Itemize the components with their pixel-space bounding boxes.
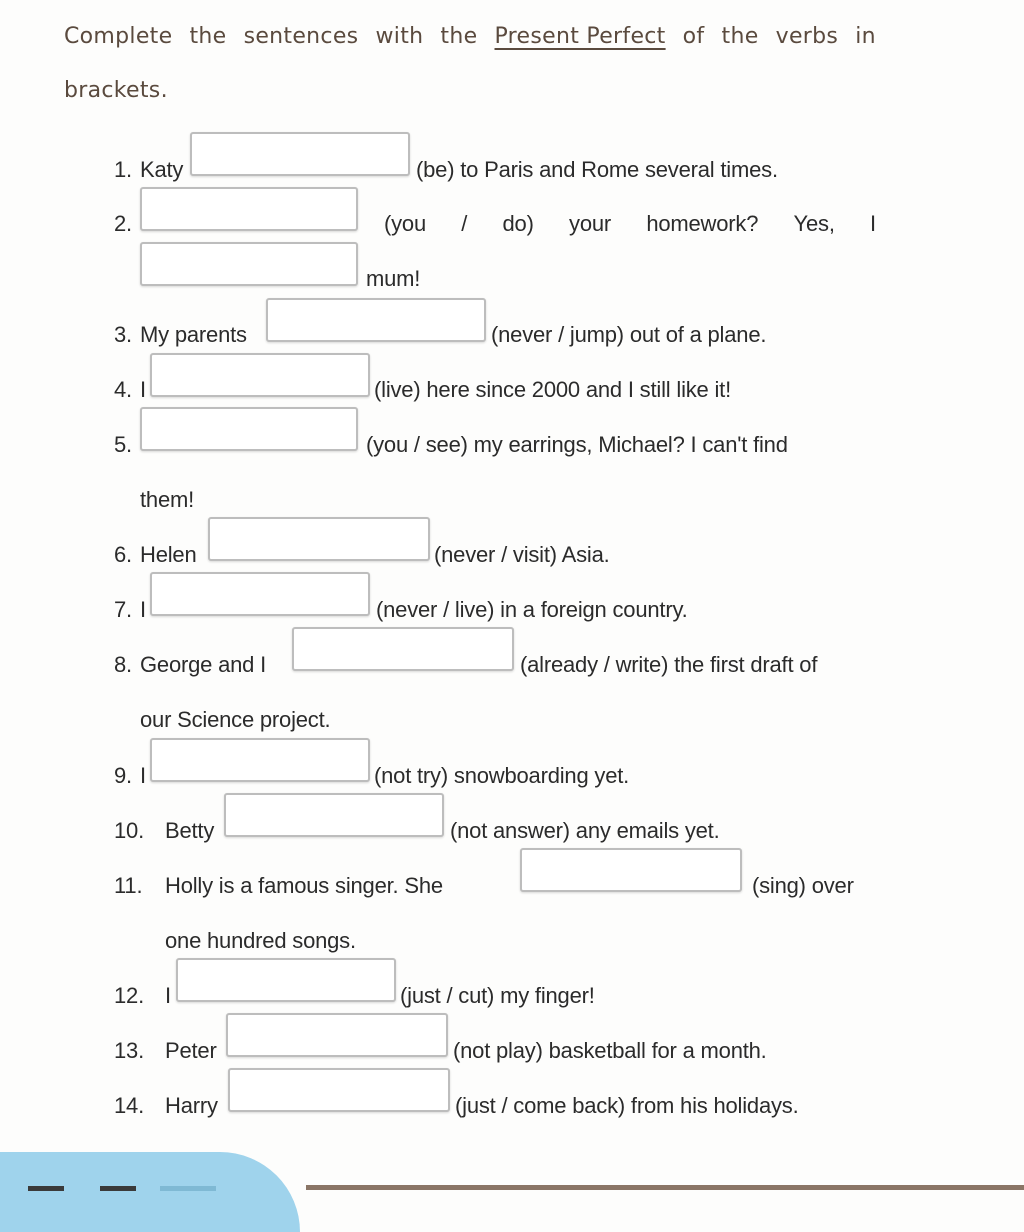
instruction-word: the — [721, 24, 759, 49]
instruction-word: of — [682, 24, 705, 49]
item-11-answer-box[interactable] — [520, 848, 742, 892]
item-11-text-line2: one hundred songs. — [165, 928, 356, 953]
item-2-number: 2. — [114, 211, 132, 236]
item-5-text-after: (you / see) my earrings, Michael? I can't find — [366, 432, 788, 457]
word: homework? — [646, 211, 759, 236]
word: Yes, — [793, 211, 835, 236]
item-2-answer-box-1[interactable] — [140, 187, 358, 231]
item-8-answer-box[interactable] — [292, 627, 514, 671]
item-9-number: 9. — [114, 763, 132, 788]
word: do) — [502, 211, 534, 236]
instruction-line-1 — [64, 24, 876, 49]
item-6-number: 6. — [114, 542, 132, 567]
item-1-answer-box[interactable] — [190, 132, 410, 176]
word: / — [461, 211, 468, 236]
item-12-answer-box[interactable] — [176, 958, 396, 1002]
instruction-word: the — [189, 24, 227, 49]
item-13-text-after: (not play) basketball for a month. — [453, 1038, 767, 1063]
item-7-text-after: (never / live) in a foreign country. — [376, 597, 688, 622]
item-10-number: 10. — [114, 818, 144, 843]
decorative-blue-tab — [0, 1152, 300, 1232]
item-6-text-before: Helen — [140, 542, 197, 567]
item-7-number: 7. — [114, 597, 132, 622]
item-7-answer-box[interactable] — [150, 572, 370, 616]
item-2-answer-box-2[interactable] — [140, 242, 358, 286]
instruction-word: verbs — [775, 24, 839, 49]
item-1-text-before: Katy — [140, 157, 184, 182]
instruction-line-2: brackets. — [64, 78, 168, 103]
item-2-text-line2: mum! — [366, 266, 421, 291]
instruction-word: with — [375, 24, 424, 49]
item-14-number: 14. — [114, 1093, 144, 1118]
instruction-word: the — [440, 24, 478, 49]
item-2-text-after — [384, 210, 876, 238]
instruction-word: Complete — [64, 24, 173, 49]
item-9-answer-box[interactable] — [150, 738, 370, 782]
item-10-answer-box[interactable] — [224, 793, 444, 837]
instruction-word: sentences — [243, 24, 359, 49]
item-9-text-before: I — [140, 763, 146, 788]
item-3-text-before: My parents — [140, 322, 247, 347]
item-12-text-after: (just / cut) my finger! — [400, 983, 595, 1008]
item-11-text-before: Holly is a famous singer. She — [165, 873, 443, 898]
instruction-word: in — [855, 24, 876, 49]
decorative-dashes — [0, 1186, 260, 1191]
item-3-answer-box[interactable] — [266, 298, 486, 342]
item-12-number: 12. — [114, 983, 144, 1008]
item-14-text-after: (just / come back) from his holidays. — [455, 1093, 799, 1118]
item-4-number: 4. — [114, 377, 132, 402]
item-9-text-after: (not try) snowboarding yet. — [374, 763, 630, 788]
item-10-text-before: Betty — [165, 818, 215, 843]
item-10-text-after: (not answer) any emails yet. — [450, 818, 720, 843]
word: I — [870, 211, 876, 236]
item-1-text-after: (be) to Paris and Rome several times. — [416, 157, 778, 182]
item-1-number: 1. — [114, 157, 132, 182]
item-13-answer-box[interactable] — [226, 1013, 448, 1057]
item-5-answer-box[interactable] — [140, 407, 358, 451]
item-8-number: 8. — [114, 652, 132, 677]
item-4-text-after: (live) here since 2000 and I still like it! — [374, 377, 732, 402]
item-3-number: 3. — [114, 322, 132, 347]
item-8-text-line2: our Science project. — [140, 707, 331, 732]
item-11-number: 11. — [114, 873, 143, 898]
item-4-text-before: I — [140, 377, 146, 402]
item-4-answer-box[interactable] — [150, 353, 370, 397]
item-14-text-before: Harry — [165, 1093, 218, 1118]
item-13-text-before: Peter — [165, 1038, 217, 1063]
item-5-text-line2: them! — [140, 487, 195, 512]
item-7-text-before: I — [140, 597, 146, 622]
item-14-answer-box[interactable] — [228, 1068, 450, 1112]
item-6-text-after: (never / visit) Asia. — [434, 542, 610, 567]
item-13-number: 13. — [114, 1038, 144, 1063]
decorative-divider — [306, 1185, 1024, 1190]
item-11-text-after: (sing) over — [752, 873, 854, 898]
word: (you — [384, 211, 426, 236]
tense-name-underlined: Present Perfect — [494, 24, 666, 49]
item-6-answer-box[interactable] — [208, 517, 430, 561]
item-5-number: 5. — [114, 432, 132, 457]
item-8-text-before: George and I — [140, 652, 267, 677]
item-12-text-before: I — [165, 983, 171, 1008]
item-8-text-after: (already / write) the first draft of — [520, 652, 818, 677]
item-3-text-after: (never / jump) out of a plane. — [491, 322, 767, 347]
word: your — [569, 211, 612, 236]
